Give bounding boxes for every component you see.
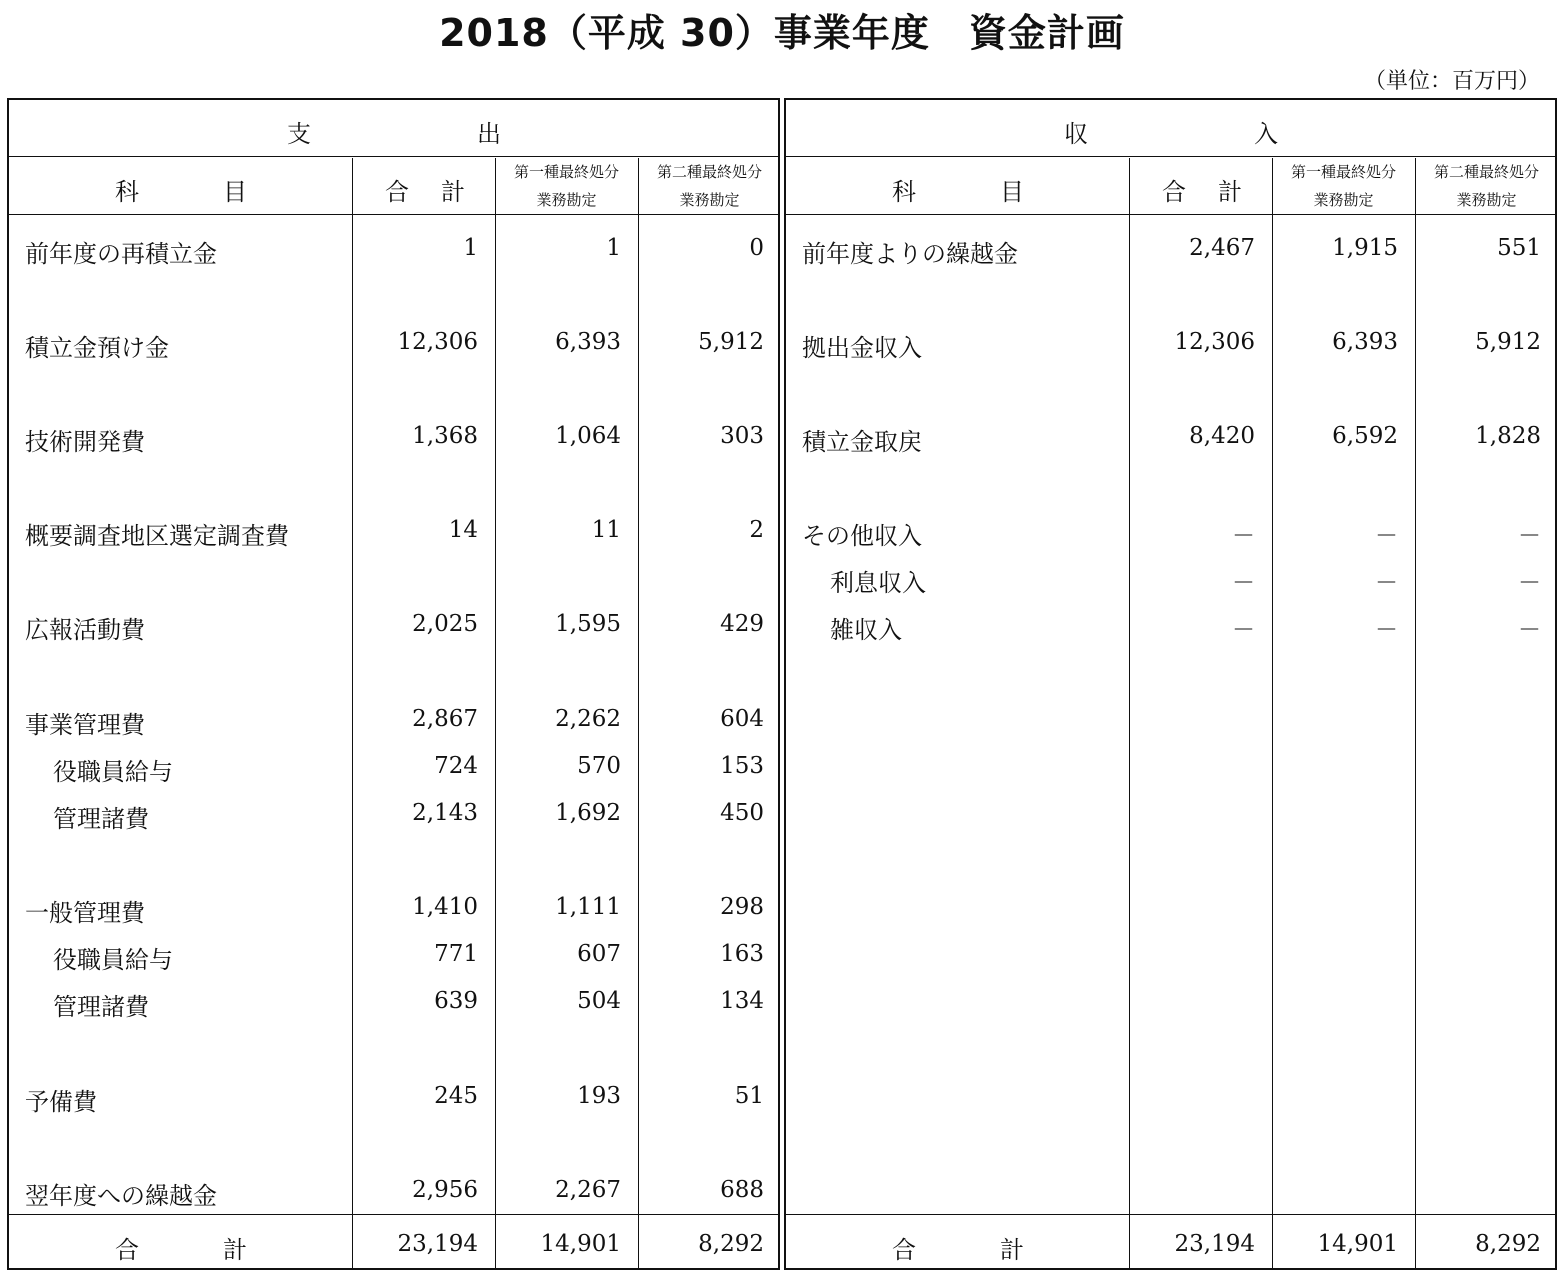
row-type1: 1,595: [555, 611, 621, 637]
row-type2: 298: [720, 894, 764, 920]
col-head-type2-line: 第二種最終処分: [1433, 163, 1539, 181]
row-label: 管理諸費: [53, 993, 149, 1021]
section-head-char: 入: [1254, 120, 1278, 148]
row-label: 一般管理費: [25, 899, 145, 927]
row-label: 積立金預け金: [25, 334, 169, 362]
divider: [786, 1214, 1555, 1215]
row-label: 拠出金収入: [802, 334, 922, 362]
footer-total: 23,194: [1174, 1231, 1255, 1257]
section-head-char: 収: [1064, 120, 1088, 148]
row-total: 1,368: [412, 423, 478, 449]
row-type1: 607: [577, 941, 621, 967]
row-type1: 193: [577, 1083, 621, 1109]
row-type1: －: [1375, 523, 1398, 549]
col-head-type1: [1272, 158, 1415, 214]
row-type2: 134: [720, 988, 764, 1014]
row-total: 2,867: [412, 706, 478, 732]
expenditure-section: [7, 98, 780, 1270]
col-head-item-char: 目: [223, 178, 247, 206]
col-head-type2-line: 業務勘定: [679, 191, 740, 209]
row-total: －: [1232, 523, 1255, 549]
revenue-section: [784, 98, 1557, 1270]
row-type2: 1,828: [1475, 423, 1541, 449]
row-label: 役職員給与: [53, 758, 173, 786]
row-type2: 303: [720, 423, 764, 449]
divider: [9, 214, 778, 215]
footer-label-char: 合: [892, 1236, 916, 1264]
row-label: 技術開発費: [25, 428, 145, 456]
col-head-item-char: 目: [1000, 178, 1024, 206]
row-label: 事業管理費: [25, 711, 145, 739]
row-label: 前年度よりの繰越金: [802, 240, 1018, 268]
row-total: 1: [463, 235, 478, 261]
row-total: 14: [448, 517, 478, 543]
divider: [1272, 158, 1273, 1268]
row-label: 広報活動費: [25, 616, 145, 644]
row-type1: 1,692: [555, 800, 621, 826]
funding-plan-table: [7, 98, 1557, 1270]
row-type2: 163: [720, 941, 764, 967]
row-label: 予備費: [25, 1088, 97, 1116]
row-type1: 6,393: [1332, 329, 1398, 355]
row-type2: 604: [720, 706, 764, 732]
row-type1: 1,111: [555, 894, 621, 920]
row-type2: －: [1518, 523, 1541, 549]
row-type1: 11: [591, 517, 621, 543]
row-total: 2,467: [1189, 235, 1255, 261]
section-head-char: 支: [287, 120, 311, 148]
footer-type1: 14,901: [1317, 1231, 1398, 1257]
footer-label-char: 計: [1000, 1236, 1024, 1264]
divider: [1415, 158, 1416, 1268]
footer-label-char: 合: [115, 1236, 139, 1264]
row-label: 管理諸費: [53, 805, 149, 833]
row-type2: 51: [734, 1083, 764, 1109]
row-total: 639: [434, 988, 478, 1014]
row-label: 積立金取戻: [802, 428, 922, 456]
col-head-item-char: 科: [892, 178, 916, 206]
row-type1: 2,267: [555, 1177, 621, 1203]
row-total: 245: [434, 1083, 478, 1109]
row-type1: 1,915: [1332, 235, 1398, 261]
row-total: 12,306: [397, 329, 478, 355]
col-head-total-char: 合: [1162, 178, 1186, 206]
col-head-item-char: 科: [115, 178, 139, 206]
row-type2: 2: [749, 517, 764, 543]
row-type1: －: [1375, 617, 1398, 643]
divider: [1129, 158, 1130, 1268]
col-head-type1-line: 業務勘定: [1313, 191, 1374, 209]
row-total: 771: [434, 941, 478, 967]
footer-total: 23,194: [397, 1231, 478, 1257]
row-label: 前年度の再積立金: [25, 240, 217, 268]
col-head-total-char: 計: [1218, 178, 1242, 206]
row-label: 雑収入: [830, 616, 902, 644]
footer-type1: 14,901: [540, 1231, 621, 1257]
unit-label: （単位：百万円）: [1363, 69, 1540, 94]
row-total: －: [1232, 570, 1255, 596]
footer-type2: 8,292: [698, 1231, 764, 1257]
row-type2: 5,912: [1475, 329, 1541, 355]
col-head-type2: [1415, 158, 1558, 214]
col-head-total-char: 合: [385, 178, 409, 206]
col-head-type1-line: 第一種最終処分: [1290, 163, 1396, 181]
divider: [9, 156, 778, 157]
row-label: 概要調査地区選定調査費: [25, 522, 289, 550]
row-total: 12,306: [1174, 329, 1255, 355]
col-head-type1: [495, 158, 638, 214]
row-total: 2,025: [412, 611, 478, 637]
row-type1: 1,064: [555, 423, 621, 449]
page-title: 2018（平成 30）事業年度 資金計画: [439, 11, 1125, 55]
row-type1: 1: [606, 235, 621, 261]
row-total: 2,956: [412, 1177, 478, 1203]
col-head-total-char: 計: [441, 178, 465, 206]
row-type2: －: [1518, 570, 1541, 596]
row-type2: 688: [720, 1177, 764, 1203]
divider: [9, 1214, 778, 1215]
row-total: 8,420: [1189, 423, 1255, 449]
row-label: その他収入: [802, 522, 922, 550]
row-type2: －: [1518, 617, 1541, 643]
row-type2: 429: [720, 611, 764, 637]
divider: [786, 156, 1555, 157]
row-total: 2,143: [412, 800, 478, 826]
col-head-type2: [638, 158, 781, 214]
row-label: 利息収入: [830, 569, 926, 597]
footer-type2: 8,292: [1475, 1231, 1541, 1257]
row-type2: 551: [1497, 235, 1541, 261]
row-total: －: [1232, 617, 1255, 643]
row-type2: 0: [749, 235, 764, 261]
row-label: 翌年度への繰越金: [25, 1182, 217, 1210]
row-type2: 450: [720, 800, 764, 826]
row-label: 役職員給与: [53, 946, 173, 974]
row-type1: 504: [577, 988, 621, 1014]
row-type1: 6,393: [555, 329, 621, 355]
section-head-char: 出: [477, 120, 501, 148]
row-type1: －: [1375, 570, 1398, 596]
col-head-type2-line: 第二種最終処分: [656, 163, 762, 181]
row-type2: 5,912: [698, 329, 764, 355]
row-type2: 153: [720, 753, 764, 779]
col-head-type2-line: 業務勘定: [1456, 191, 1517, 209]
row-type1: 2,262: [555, 706, 621, 732]
row-total: 724: [434, 753, 478, 779]
col-head-type1-line: 第一種最終処分: [513, 163, 619, 181]
row-type1: 570: [577, 753, 621, 779]
divider: [786, 214, 1555, 215]
row-type1: 6,592: [1332, 423, 1398, 449]
row-total: 1,410: [412, 894, 478, 920]
footer-label-char: 計: [223, 1236, 247, 1264]
col-head-type1-line: 業務勘定: [536, 191, 597, 209]
